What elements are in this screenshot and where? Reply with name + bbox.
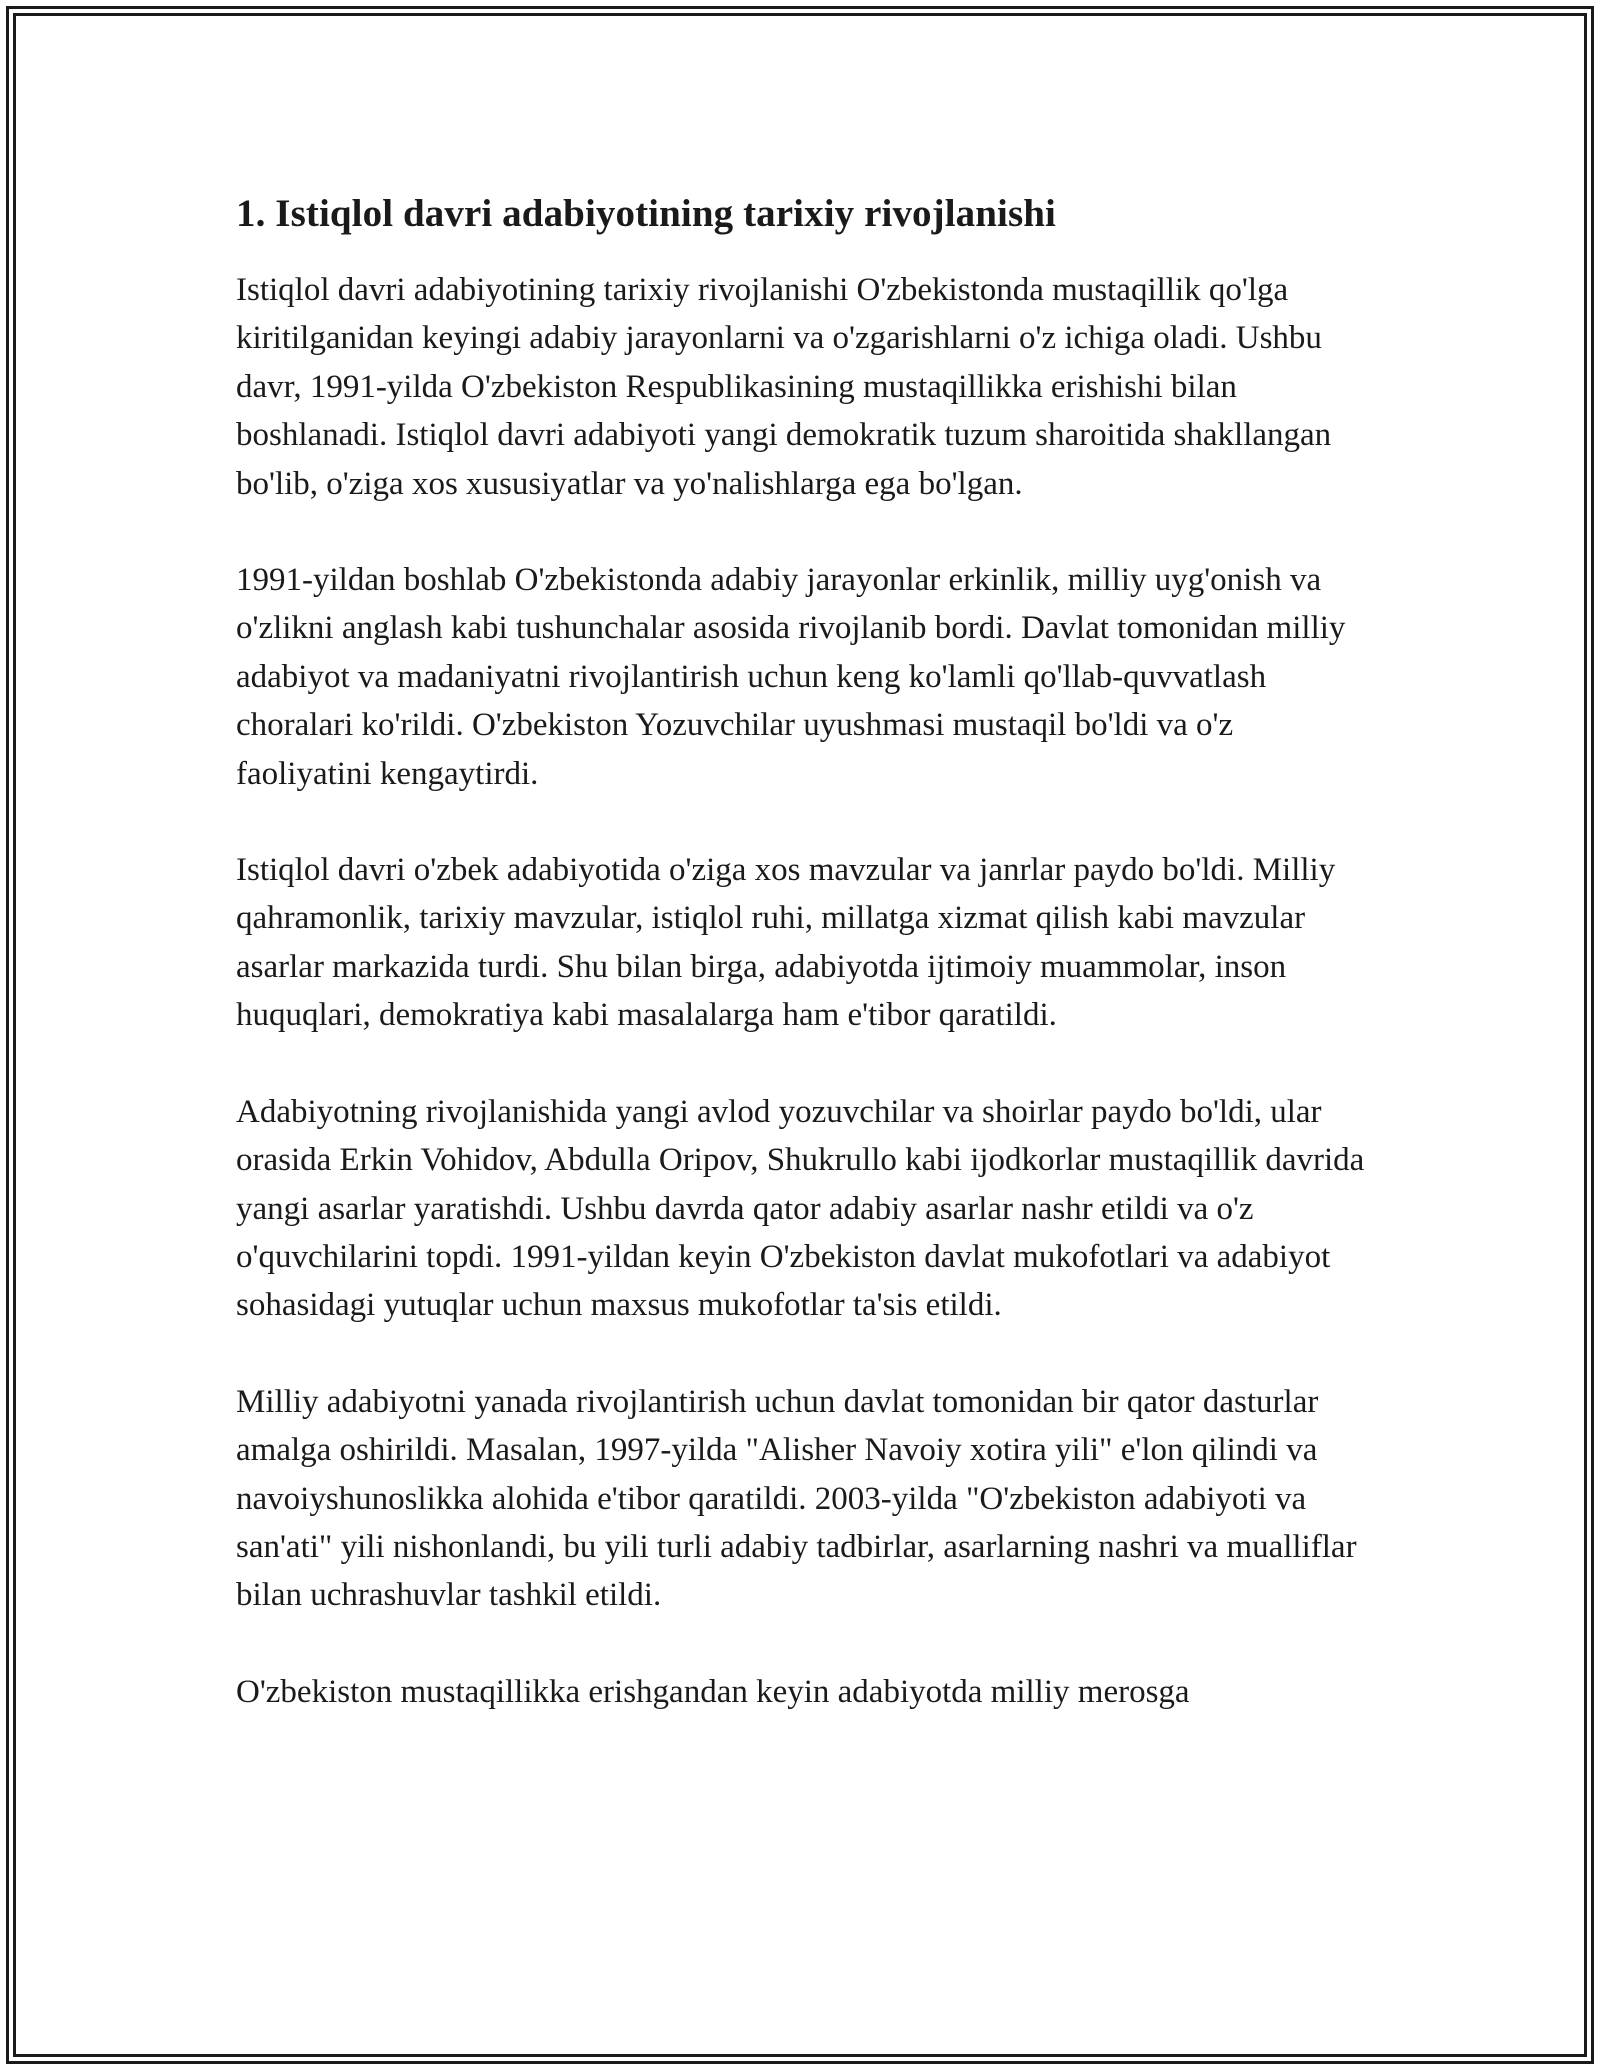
- paragraph-6: O'zbekiston mustaqillikka erishgandan keyin adabiyotda milliy merosga: [236, 1673, 1190, 1710]
- document-body: [236, 186, 1366, 1716]
- section-heading: 1. Istiqlol davri adabiyotining tarixiy rivojlanishi: [236, 192, 1056, 235]
- paragraph-5: Milliy adabiyotni yanada rivojlantirish uchun davlat tomonidan bir qator dasturlar amalga oshirildi. Masalan, 1997-yilda "Alisher Navoiy xotira yili" e'lon qilindi va navoiyshunoslikka alohida e'tibor qaratildi. 2003-yilda "O'zbekiston adabiyoti va san'ati" yili nishonlandi, bu yili turli adabiy tadbirlar, asarlarning nashri va mualliflar bilan uchrashuvlar tashkil etildi.: [236, 1383, 1357, 1614]
- paragraph-1: Istiqlol davri adabiyotining tarixiy rivojlanishi O'zbekistonda mustaqillik qo'lga kiritilganidan keyingi adabiy jarayonlarni va o'zgarishlarni o'z ichiga oladi. Ushbu davr, 1991-yilda O'zbekiston Respublikasining mustaqillikka erishishi bilan boshlanadi. Istiqlol davri adabiyoti yangi demokratik tuzum sharoitida shakllangan bo'lib, o'ziga xos xususiyatlar va yo'nalishlarga ega bo'lgan.: [236, 272, 1332, 502]
- paragraph-3: Istiqlol davri o'zbek adabiyotida o'ziga xos mavzular va janrlar paydo bo'ldi. Milliy qahramonlik, tarixiy mavzular, istiqlol ruhi, millatga xizmat qilish kabi mavzular asarlar markazida turdi. Shu bilan birga, adabiyotda ijtimoiy muammolar, inson huquqlari, demokratiya kabi masalalarga ham e'tibor qaratildi.: [236, 852, 1336, 1034]
- paragraph-4: Adabiyotning rivojlanishida yangi avlod yozuvchilar va shoirlar paydo bo'ldi, ular orasida Erkin Vohidov, Abdulla Oripov, Shukrullo kabi ijodkorlar mustaqillik davrida yangi asarlar yaratishdi. Ushbu davrda qator adabiy asarlar nashr etildi va o'z o'quvchilarini topdi. 1991-yildan keyin O'zbekiston davlat mukofotlari va adabiyot sohasidagi yutuqlar uchun maxsus mukofotlar ta'sis etildi.: [236, 1093, 1365, 1324]
- paragraph-2: 1991-yildan boshlab O'zbekistonda adabiy jarayonlar erkinlik, milliy uyg'onish va o'zlikni anglash kabi tushunchalar asosida rivojlanib bordi. Davlat tomonidan milliy adabiyot va madaniyatni rivojlantirish uchun keng ko'lamli qo'llab-quvvatlash choralari ko'rildi. O'zbekiston Yozuvchilar uyushmasi mustaqil bo'ldi va o'z faoliyatini kengaytirdi.: [236, 562, 1346, 792]
